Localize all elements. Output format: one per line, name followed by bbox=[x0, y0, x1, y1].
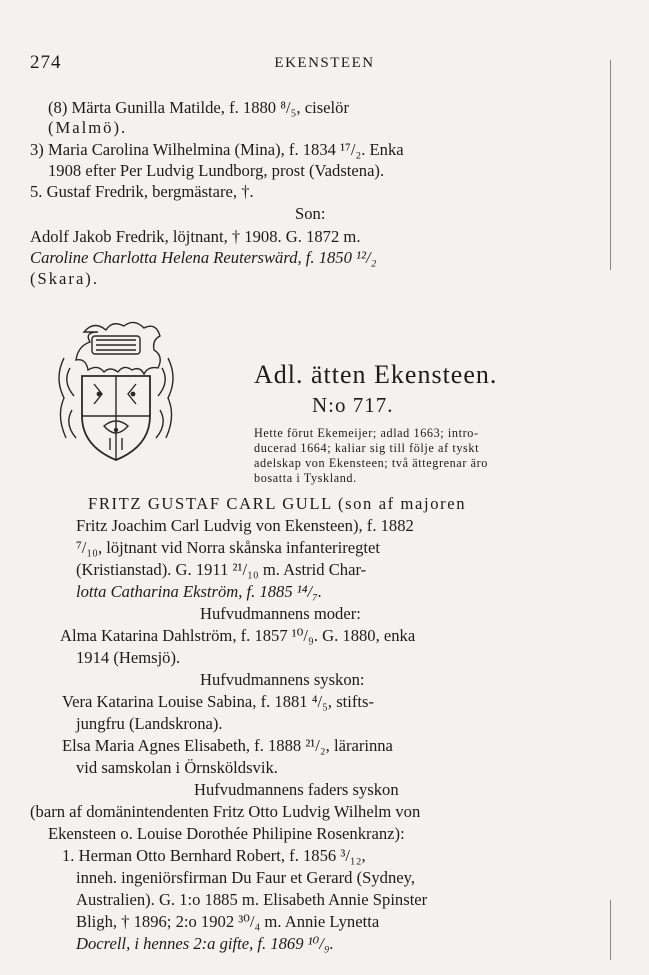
subheading: Hufvudmannens moder: bbox=[200, 604, 361, 623]
text-line: 1914 (Hemsjö). bbox=[76, 648, 181, 667]
family-number: N:o 717. bbox=[312, 393, 394, 417]
text-line: 1. Herman Otto Bernhard Robert, f. 1856 ³/₁₂, bbox=[62, 846, 366, 865]
text-line: Fritz Joachim Carl Ludvig von Ekensteen), f. 1882 bbox=[76, 516, 414, 535]
text-line: (Skara). bbox=[30, 269, 99, 288]
text-line: Elsa Maria Agnes Elisabeth, f. 1888 ²¹/₂, lärarinna bbox=[62, 736, 393, 755]
text-line: (Malmö). bbox=[48, 118, 128, 137]
text-line: Caroline Charlotta Helena Reuterswärd, f. 1850 ¹²/₂ bbox=[30, 248, 377, 267]
text-line: Docrell, i hennes 2:a gifte, f. 1869 ¹⁰/₉. bbox=[76, 934, 334, 953]
note-line: Hette förut Ekemeijer; adlad 1663; intro- bbox=[254, 426, 479, 440]
note-line: adelskap von Ekensteen; två ättegrenar äro bbox=[254, 456, 488, 470]
text-line: Vera Katarina Louise Sabina, f. 1881 ⁴/₅, stifts- bbox=[62, 692, 375, 711]
running-head: EKENSTEEN bbox=[274, 55, 375, 71]
text-line: Son: bbox=[295, 204, 326, 223]
page-number: 274 bbox=[30, 52, 62, 73]
text-line: inneh. ingeniörsfirman Du Faur et Gerard (Sydney, bbox=[76, 868, 416, 887]
subheading: Hufvudmannens syskon: bbox=[200, 670, 365, 689]
text-line: 5. Gustaf Fredrik, bergmästare, †. bbox=[30, 182, 254, 201]
text-line: (Kristianstad). G. 1911 ²¹/₁₀ m. Astrid Char- bbox=[76, 560, 367, 579]
text-line: Australien). G. 1:o 1885 m. Elisabeth Annie Spinster bbox=[76, 890, 428, 909]
text-line: (barn af domänintendenten Fritz Otto Ludvig Wilhelm von bbox=[30, 802, 421, 821]
text-line: Alma Katarina Dahlström, f. 1857 ¹⁰/₉. G. 1880, enka bbox=[60, 626, 416, 645]
text-line: 1908 efter Per Ludvig Lundborg, prost (Vadstena). bbox=[48, 161, 385, 180]
text-line: FRITZ GUSTAF CARL GULL (son af majoren bbox=[88, 494, 467, 513]
text-line: jungfru (Landskrona). bbox=[76, 714, 223, 733]
text-line: (8) Märta Gunilla Matilde, f. 1880 ⁸/₅, ciselör bbox=[48, 98, 349, 117]
subheading: Hufvudmannens faders syskon bbox=[194, 780, 399, 799]
margin-rule bbox=[610, 60, 611, 270]
family-title: Adl. ätten Ekensteen. bbox=[254, 360, 498, 389]
page-header bbox=[30, 52, 619, 76]
margin-rule bbox=[610, 900, 611, 960]
text-line: vid samskolan i Örnsköldsvik. bbox=[76, 758, 278, 777]
text-line: 3) Maria Carolina Wilhelmina (Mina), f. 1834 ¹⁷/₂. Enka bbox=[30, 140, 404, 159]
note-line: bosatta i Tyskland. bbox=[254, 471, 357, 485]
text-line: ⁷/₁₀, löjtnant vid Norra skånska infanteriregtet bbox=[76, 538, 380, 557]
text-line: Adolf Jakob Fredrik, löjtnant, † 1908. G. 1872 m. bbox=[30, 227, 361, 246]
coat-of-arms-icon bbox=[50, 318, 182, 478]
text-line: Bligh, † 1896; 2:o 1902 ³⁰/₄ m. Annie Lynetta bbox=[76, 912, 380, 931]
text-line: Ekensteen o. Louise Dorothée Philipine Rosenkranz): bbox=[48, 824, 405, 843]
note-line: ducerad 1664; kaliar sig till följe af tyskt bbox=[254, 441, 480, 455]
text-line: lotta Catharina Ekström, f. 1885 ¹⁴/₇. bbox=[76, 582, 323, 601]
